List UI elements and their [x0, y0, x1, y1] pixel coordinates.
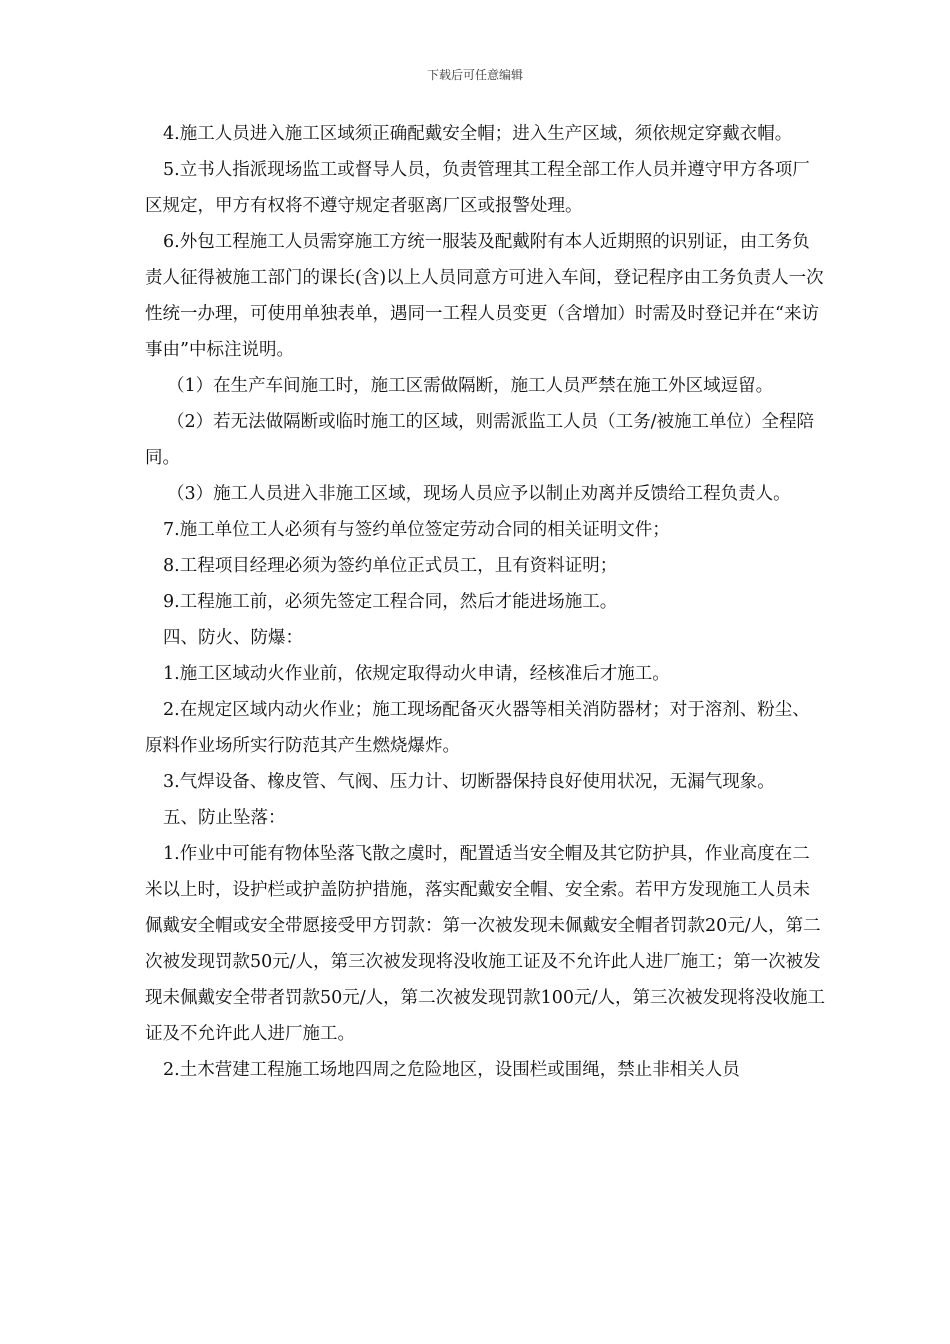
paragraph: （1）在生产车间施工时，施工区需做隔断，施工人员严禁在施工外区域逗留。: [167, 376, 774, 396]
paragraph: 8.工程项目经理必须为签约单位正式员工，且有资料证明；: [163, 556, 618, 576]
paragraph: 3.气焊设备、橡皮管、气阀、压力计、切断器保持良好使用状况，无漏气现象。: [163, 772, 775, 792]
paragraph: 4.施工人员进入施工区域须正确配戴安全帽；进入生产区域，须依规定穿戴衣帽。: [163, 124, 793, 144]
paragraph: （2）若无法做隔断或临时施工的区域，则需派监工人员（工务/被施工单位）全程陪同。: [145, 412, 815, 468]
document-body: [145, 116, 825, 1088]
paragraph: 6.外包工程施工人员需穿施工方统一服装及配戴附有本人近期照的识别证，由工务负责人征得被施工部门的课长(含)以上人员同意方可进入车间，登记程序由工务负责人一次性统一办理，可使用单独表单，遇同一工程人员变更（含增加）时需及时登记并在“来访事由”中标注说明。: [145, 232, 824, 360]
paragraph: 7.施工单位工人必须有与签约单位签定劳动合同的相关证明文件；: [163, 520, 670, 540]
page-header: 下载后可任意编辑: [426, 68, 523, 82]
paragraph: 2.土木营建工程施工场地四周之危险地区，设围栏或围绳，禁止非相关人员: [163, 1060, 740, 1080]
paragraph: （3）施工人员进入非施工区域，现场人员应予以制止劝离并反馈给工程负责人。: [167, 484, 791, 504]
paragraph: 1.施工区域动火作业前，依规定取得动火申请，经核准后才施工。: [163, 664, 670, 684]
paragraph: 5.立书人指派现场监工或督导人员，负责管理其工程全部工作人员并遵守甲方各项厂区规定，甲方有权将不遵守规定者驱离厂区或报警处理。: [145, 160, 810, 216]
section-heading: 五、防止坠落：: [163, 808, 286, 828]
paragraph: 9.工程施工前，必须先签定工程合同，然后才能进场施工。: [163, 592, 618, 612]
paragraph: 2.在规定区域内动火作业；施工现场配备灭火器等相关消防器材；对于溶剂、粉尘、原料作业场所实行防范其产生燃烧爆炸。: [145, 700, 810, 756]
paragraph: 1.作业中可能有物体坠落飞散之虞时，配置适当安全帽及其它防护具，作业高度在二米以上时，设护栏或护盖防护措施，落实配戴安全帽、安全索。若甲方发现施工人员未佩戴安全帽或安全带愿接受甲方罚款：第一次被发现未佩戴安全帽者罚款20元/人，第二次被发现罚款50元/人，第三次被发现将没收施工证及不允许此人进厂施工；第一次被发现未佩戴安全带者罚款50元/人，第二次被发现罚款100元/人，第三次被发现将没收施工证及不允许此人进厂施工。: [145, 844, 825, 1044]
section-heading: 四、防火、防爆：: [163, 628, 303, 648]
